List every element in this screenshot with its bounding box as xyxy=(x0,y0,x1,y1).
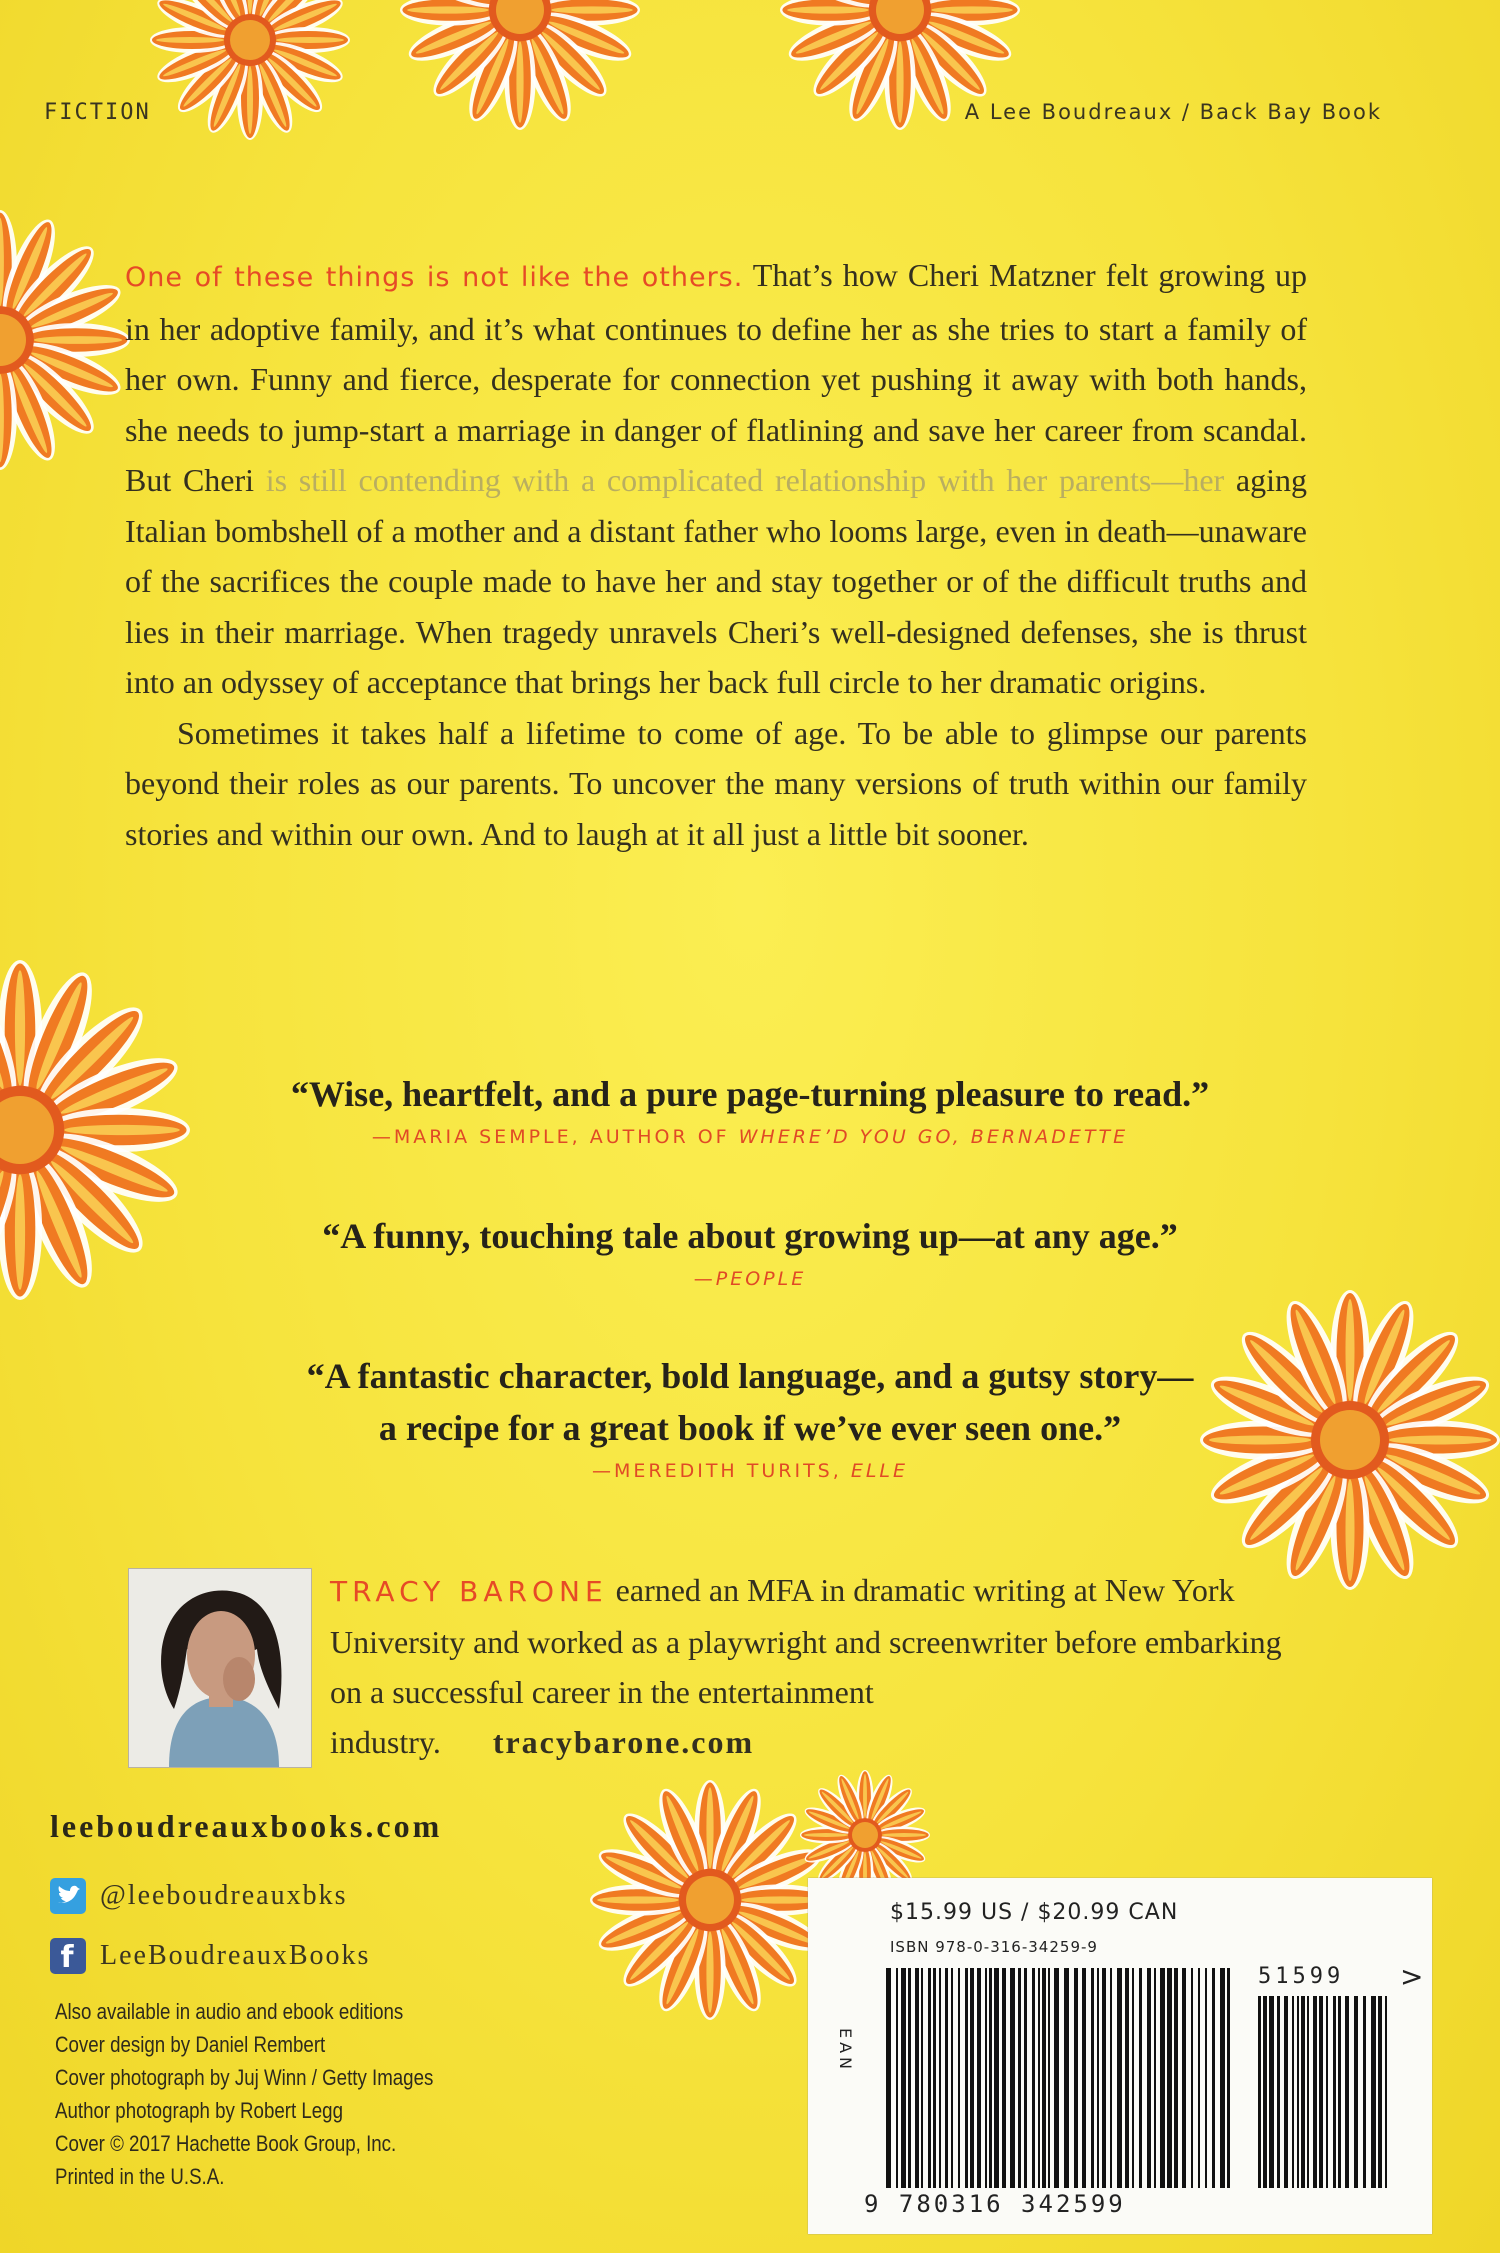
quote-text: “Wise, heartfelt, and a pure page-turning pleasure to read.” xyxy=(290,1074,1210,1114)
description-lead: One of these things is not like the others. xyxy=(125,262,744,293)
chevron-right-icon: > xyxy=(1400,1960,1424,1993)
addon-barcode xyxy=(1258,1996,1390,2188)
credit-line: Printed in the U.S.A. xyxy=(55,2164,225,2189)
quote-attribution: —MARIA SEMPLE, AUTHOR OF WHERE’D YOU GO, BERNADETTE xyxy=(371,1126,1129,1148)
publisher-website[interactable]: leeboudreauxbooks.com xyxy=(50,1808,443,1844)
price-label: $15.99 US / $20.99 CAN xyxy=(890,1900,1179,1925)
facebook-page-row[interactable] xyxy=(50,1938,370,1974)
ean-barcode xyxy=(886,1968,1230,2188)
author-bio-text: earned an MFA in dramatic writing at New York University and worked as a playwright and screenwriter before embarking on a successful career in the entertainment industry. xyxy=(330,1572,1282,1760)
flower-top-left xyxy=(150,0,350,140)
credit-line: Also available in audio and ebook editions xyxy=(55,1999,404,2024)
isbn-label: ISBN 978-0-316-34259-9 xyxy=(890,1938,1098,1956)
facebook-icon: f xyxy=(50,1938,86,1974)
credits-block xyxy=(55,1995,500,2193)
review-quote-1 xyxy=(100,1068,1400,1148)
author-bio xyxy=(330,1565,1290,1767)
quote-text: “A funny, touching tale about growing up—at any age.” xyxy=(322,1216,1178,1256)
description-faded-line: is still contending with a complicated relationship with her parents—her xyxy=(265,462,1225,498)
review-quote-2 xyxy=(100,1210,1400,1290)
imprint-label: A Lee Boudreaux / Back Bay Book xyxy=(964,100,1382,124)
genre-label: FICTION xyxy=(44,100,151,125)
barcode-panel xyxy=(808,1878,1432,2234)
credit-line: Cover design by Daniel Rembert xyxy=(55,2032,326,2057)
ean-label: EAN xyxy=(836,2028,855,2074)
flower-left-upper xyxy=(0,210,130,470)
facebook-page: LeeBoudreauxBooks xyxy=(100,1940,371,1971)
twitter-handle-row[interactable] xyxy=(50,1878,348,1914)
quote-attribution: —PEOPLE xyxy=(693,1268,807,1290)
flower-bottom-center xyxy=(590,1780,830,2020)
credit-line: Cover photograph by Juj Winn / Getty Images xyxy=(55,2065,434,2090)
description-paragraph-1 xyxy=(125,250,1307,708)
quote-text-line-2: a recipe for a great book if we’ve ever seen one.” xyxy=(378,1408,1122,1448)
author-website[interactable]: tracybarone.com xyxy=(492,1724,755,1760)
twitter-icon xyxy=(50,1878,86,1914)
review-quote-3 xyxy=(100,1350,1400,1482)
book-description xyxy=(125,250,1307,859)
price-addon-digits: 51599 xyxy=(1258,1964,1345,1989)
description-text-1: That’s how Cheri Matzner felt growing up in her adoptive family, and it’s what continues to define her as she tries to start a family of her own. Funny and fierce, desperate for connection yet pushing it away with both hands, she needs to jump-start a marriage in danger of flatlining and save her career from scandal. But Cheri xyxy=(125,257,1308,498)
flower-top-center xyxy=(400,0,640,130)
description-text-2: aging Italian bombshell of a mother and a distant father who looms large, even in death—unaware of the sacrifices the couple made to have her and stay together or of the difficult truths and lies in their marriage. When tragedy unravels Cheri’s well-designed defenses, she is thrust into an odyssey of acceptance that brings her back full circle to her dramatic origins. xyxy=(125,462,1308,700)
quote-attribution: —MEREDITH TURITS, ELLE xyxy=(591,1460,909,1482)
credit-line: Cover © 2017 Hachette Book Group, Inc. xyxy=(55,2131,397,2156)
credit-line: Author photograph by Robert Legg xyxy=(55,2098,343,2123)
twitter-handle: @leeboudreauxbks xyxy=(100,1880,348,1911)
author-name: TRACY BARONE xyxy=(330,1575,608,1608)
description-paragraph-2: Sometimes it takes half a lifetime to come of age. To be able to glimpse our parents beyond their roles as our parents. To uncover the many versions of truth within our family stories and within our own. And to laugh at it all just a little bit sooner. xyxy=(125,714,1307,852)
author-photo xyxy=(128,1568,312,1768)
quote-text-line-1: “A fantastic character, bold language, and a gutsy story— xyxy=(306,1356,1194,1396)
ean-number: 9 780316 342599 xyxy=(864,2190,1126,2218)
